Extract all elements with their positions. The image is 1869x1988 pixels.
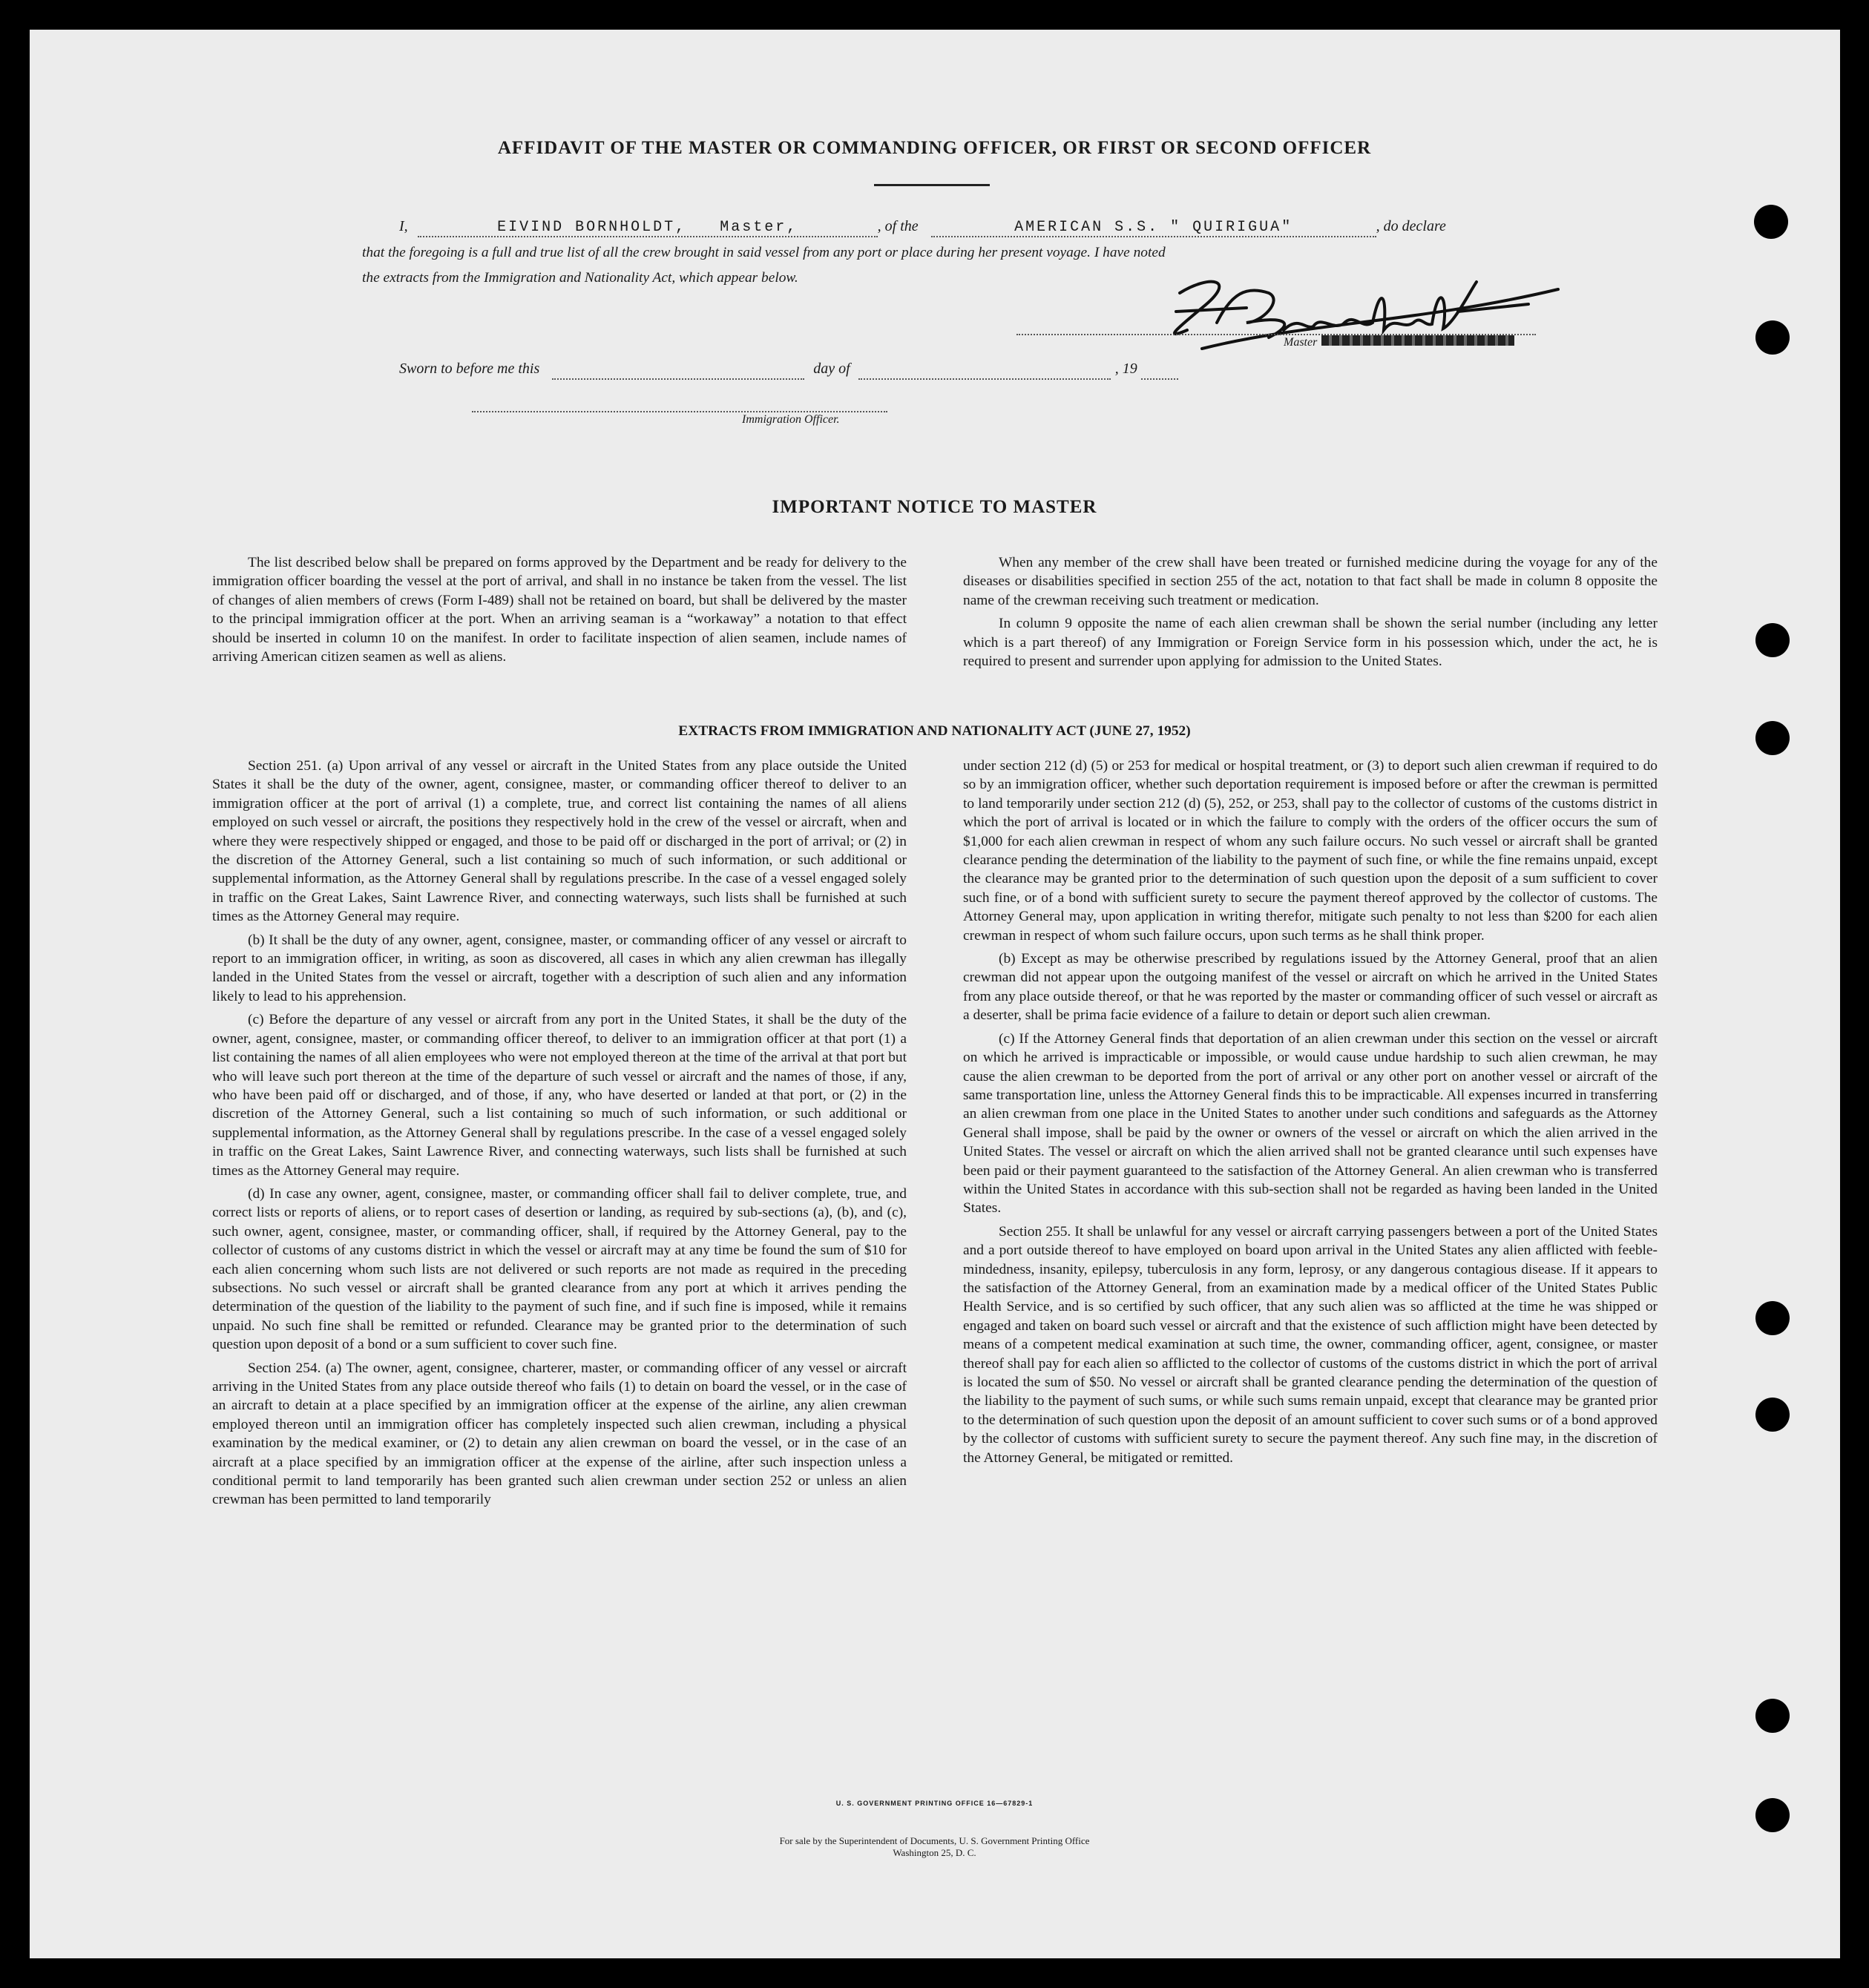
extracts-title: EXTRACTS FROM IMMIGRATION AND NATIONALITY ACT (JUNE 27, 1952) [678, 723, 1191, 739]
declaration-line-2: that the foregoing is a full and true list of all the crew brought in said vessel from any port or place during her present voyage. I have noted [362, 245, 1166, 260]
extract-paragraph: Section 255. It shall be unlawful for any vessel or aircraft carrying passengers between a port of the United States and a port outside thereof to have employed on board upon arrival in the United States any alien afflicted with feeble-mindedness, insanity, epilepsy, tuberculosis in any form, leprosy, or any dangerous contagious disease. If it appears to the satisfaction of the Attorney General, from an examination made by a medical officer of the United States Public Health Service, and is so certified by such officer, that any such alien was so afflicted at the time he was shipped or engaged and taken on board such vessel or aircraft and that the existence of such affliction might have been detected by means of a competent medical examination at such time, the owner, commanding officer, agent, consignee, or master thereof shall pay for each alien so afflicted to the collector of customs of the customs district in which the port of arrival is located the sum of $50. No vessel or aircraft shall be granted clearance pending the determination of the question of the liability to the payment of such sums, or while such sums remain unpaid, except that clearance may be granted prior to the determination of such question upon the deposit of an amount sufficient to cover such sums or of a bond approved by the collector of customs with sufficient surety to secure the payment thereof. Any such fine may, in the discretion of the Attorney General, be mitigated or remitted. [963, 1223, 1658, 1466]
punch-hole [1755, 1301, 1790, 1335]
officer-signature-line [472, 411, 887, 412]
vessel-name-field[interactable] [931, 219, 1376, 237]
declaration-line [399, 218, 1512, 237]
year-label: , 19 [1114, 361, 1137, 377]
extract-paragraph: (b) It shall be the duty of any owner, agent, consignee, master, or commanding officer of any vessel or aircraft to report to an immigration officer, in writing, as soon as discovered, all cases in which any alien crewman has illegally landed in the United States from the vessel or aircraft, together with a description of such alien and any information likely to lead to his apprehension. [212, 932, 907, 1004]
declare-label: , do declare [1376, 218, 1446, 234]
print-code: U. S. GOVERNMENT PRINTING OFFICE 16—67829-1 [835, 1800, 1034, 1807]
punch-hole [1754, 205, 1788, 239]
sworn-label: Sworn to before me this [399, 361, 540, 377]
notice-left-column [212, 553, 907, 671]
extract-paragraph: under section 212 (d) (5) or 253 for medical or hospital treatment, or (3) to deport such alien crewman if required to do so by an immigration officer, whether such deportation requirement is imposed before or after the crewman is permitted to land temporarily under section 212 (d) (5), 252, or 253, shall pay to the collector of customs of the customs district in which the port of arrival is located or in which the failure to comply with the orders of the officer occurs the sum of $1,000 for each alien crewman in respect of whom any such failure occurs. No such vessel or aircraft shall be granted clearance pending the determination of the liability to the payment of such fine, or while the fine remains unpaid, except the clearance may be granted prior to the determination of such question upon the deposit of a sum sufficient to cover such fine, or of a bond with sufficient surety to secure the payment thereof approved by the collector of customs. The Attorney General may, upon application in writing therefor, mitigate such penalty to not less than $200 for each alien crewman in respect of whom such failure occurs, upon such terms as he shall think proper. [963, 758, 1658, 944]
extract-paragraph: Section 254. (a) The owner, agent, consignee, charterer, master, or commanding officer of any vessel or aircraft arriving in the United States from any place outside thereof who fails (1) to detain on board the vessel, or in the case of an aircraft to detain at a place specified by an immigration officer at the expense of the airline, any alien crewman employed thereon until an immigration officer has completely inspected such alien crewman, including a physical examination by the medical examiner, or (2) to detain any alien crewman on board the vessel, or in the case of an aircraft at a place specified by an immigration officer at the expense of the airline, after such inspection unless a conditional permit to land temporarily has been granted such alien crewman under section 252 or unless an alien crewman has been permitted to land temporarily [212, 1360, 907, 1508]
sworn-day-field[interactable] [552, 361, 804, 380]
sworn-year-field[interactable] [1141, 361, 1178, 380]
notice-right-column [963, 553, 1658, 675]
day-of-label: day of [813, 361, 850, 377]
punch-hole [1755, 1398, 1790, 1432]
sale-line-2: Washington 25, D. C. [893, 1847, 976, 1858]
sworn-line [399, 361, 1178, 380]
extract-paragraph: (d) In case any owner, agent, consignee, master, or commanding officer shall fail to deliver complete, true, and correct lists or reports of aliens, or to report cases of desertion or landing, as required by sub-sections (a), (b), and (c), such owner, agent, consignee, master, or commanding officer, shall, if required by the Attorney General, pay to the collector of customs of any customs district in which the vessel or aircraft may at any time be found the sum of $10 for each alien concerning whom such lists are not delivered or such reports are not made as required in the preceding subsections. No such vessel or aircraft shall be granted clearance from any port at which it arrives pending the determination of the question of the liability to the payment of such fine, and if such fine is imposed, while it remains unpaid. No such fine shall be remitted or refunded. Clearance may be granted prior to the determination of such question upon deposit of a bond or a sum sufficient to cover such fine. [212, 1185, 907, 1353]
declaration-line-3: the extracts from the Immigration and Nationality Act, which appear below. [362, 270, 798, 286]
sale-line-1: For sale by the Superintendent of Documents, U. S. Government Printing Office [779, 1835, 1090, 1846]
title-rule [874, 184, 990, 186]
punch-hole [1755, 320, 1790, 355]
punch-hole [1755, 1699, 1790, 1733]
struck-out-text [1321, 335, 1514, 346]
extract-paragraph: (c) Before the departure of any vessel or aircraft from any port in the United States, it shall be the duty of the owner, agent, consignee, master, or commanding officer thereof, to deliver to an immigration officer at that port (1) a list containing the names of all alien employees who were not employed thereon at the time of the arrival at that port but who will leave such port thereon at the time of the departure of such vessel or aircraft and the names of those, if any, who have been paid off or discharged, and of those, if any, who have deserted or landed at that port, or (2) in the discretion of the Attorney General, such a list containing so much of such information, or such additional or supplemental information, as the Attorney General shall by regulations prescribe. In the case of a vessel engaged solely in traffic on the Great Lakes, Saint Lawrence River, and connecting waterways, such lists shall be furnished at such times as the Attorney General may require. [212, 1012, 907, 1179]
extract-paragraph: Section 251. (a) Upon arrival of any vessel or aircraft in the United States from any place outside the United States it shall be the duty of the owner, agent, consignee, master, or commanding officer thereof to deliver to an immigration officer at the port of arrival (1) a complete, true, and correct list containing the names of all aliens employed on such vessel or aircraft, the positions they respectively hold in the crew of the vessel or aircraft, when and where they were respectively shipped or engaged, and those to be paid off or discharged in the port of arrival; or (2) in the discretion of the Attorney General, such a list containing so much of such information, or such additional or supplemental information, as the Attorney General shall by regulations prescribe. In the case of a vessel engaged solely in traffic on the Great Lakes, Saint Lawrence River, and connecting waterways, such lists shall be furnished at such times as the Attorney General may require. [212, 758, 907, 925]
extract-paragraph: (b) Except as may be otherwise prescribed by regulations issued by the Attorney General, proof that an alien crewman did not appear upon the outgoing manifest of the vessel or aircraft on which he arrived in the United States from any place outside thereof, or that he was reported by the master or commanding officer of such vessel or aircraft as a deserter, shall be prima facie evidence of a failure to detain or deport such alien crewman. [963, 951, 1658, 1024]
extracts-right-column [963, 757, 1658, 1472]
notice-right-paragraph-1: When any member of the crew shall have been treated or furnished medicine during the voyage for any of the diseases or disabilities specified in section 255 of the act, notation to that fact shall be made in column 8 opposite the name of the crewman receiving such treatment or medication. [963, 555, 1658, 608]
notice-right-paragraph-2: In column 9 opposite the name of each alien crewman shall be shown the serial number (including any letter which is a part thereof) of any Immigration or Foreign Service form in his possession which, under the act, he is required to present and surrender upon applying for admission to the United States. [963, 616, 1658, 670]
i-label: I, [399, 218, 408, 234]
signature-caption [1284, 335, 1514, 349]
immigration-officer-label: Immigration Officer. [742, 413, 840, 426]
of-the-label: , of the [877, 218, 919, 234]
punch-hole [1755, 623, 1790, 657]
sworn-month-field[interactable] [858, 361, 1111, 380]
signature-caption-text: Master [1284, 336, 1318, 349]
notice-title: IMPORTANT NOTICE TO MASTER [772, 497, 1097, 517]
affidavit-title: AFFIDAVIT OF THE MASTER OR COMMANDING OFFICER, OR FIRST OR SECOND OFFICER [497, 138, 1372, 158]
vessel-name-value: AMERICAN S.S. " QUIRIGUA" [1014, 219, 1293, 236]
rank-value: Master, [720, 219, 798, 236]
extracts-left-column [212, 757, 907, 1514]
master-name-field[interactable] [418, 219, 878, 237]
extract-paragraph: (c) If the Attorney General finds that deportation of an alien crewman under this section on the vessel or aircraft on which he arrived is impracticable or impossible, or would cause undue hardship to such alien crewman, he may cause the alien crewman to be deported from the port of arrival or any other port on another vessel or aircraft of the same transportation line, unless the Attorney General finds this to be impracticable. All expenses incurred in transferring an alien crewman from one place in the United States to another under such conditions and safeguards as the Attorney General shall impose, shall be paid by the owner or owners of the vessel or aircraft on which the alien arrived in the United States. The vessel or aircraft on which the alien arrived shall not be granted clearance until such expenses have been paid or their payment guaranteed to the satisfaction of the Attorney General. An alien crewman who is transferred within the United States in accordance with this sub-section shall not be regarded as having been landed in the United States. [963, 1030, 1658, 1217]
master-name-value: EIVIND BORNHOLDT, [497, 219, 687, 236]
notice-left-paragraph: The list described below shall be prepared on forms approved by the Department and be ready for delivery to the immigration officer boarding the vessel at the port of arrival, and shall in no instance be taken from the vessel. The list of changes of alien members of crews (Form I-489) shall not be retained on board, but shall be delivered by the master to the principal immigration officer at the port. When an arriving seaman is a “workaway” a notation to that effect should be inserted in column 10 on the manifest. In order to facilitate inspection of alien seamen, include names of arriving American citizen seamen as well as aliens. [212, 555, 907, 665]
